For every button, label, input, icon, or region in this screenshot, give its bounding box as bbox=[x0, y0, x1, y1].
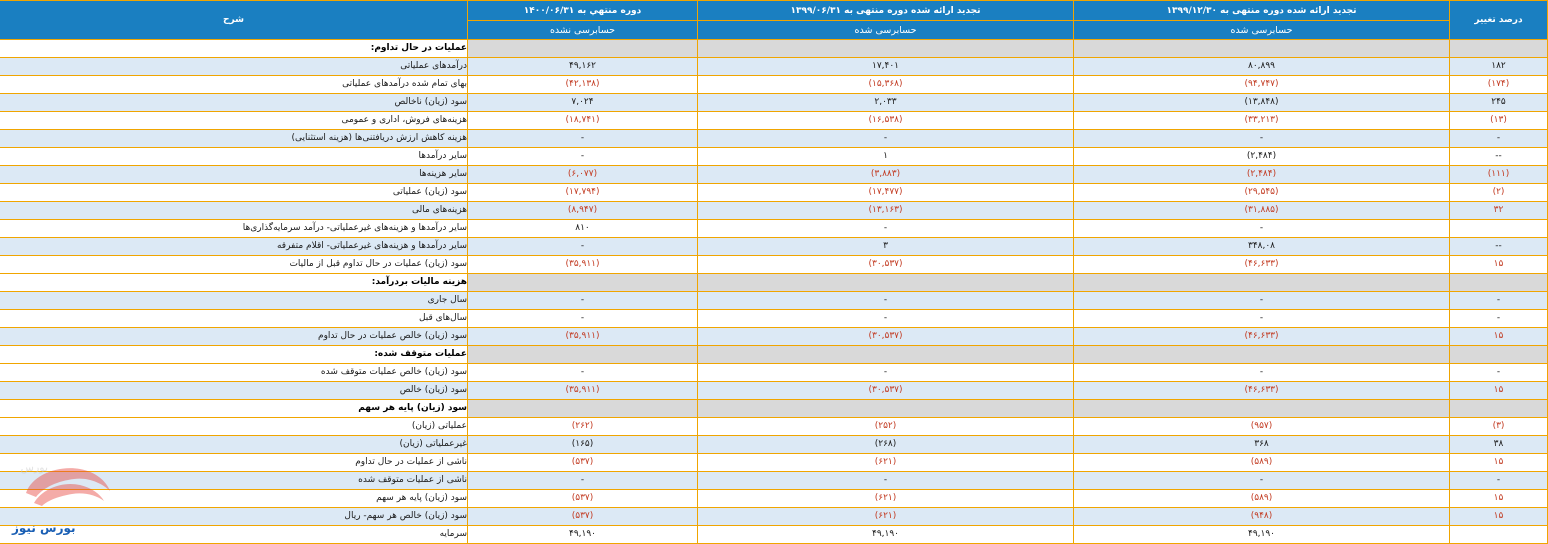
cell-restated-interim bbox=[698, 346, 1074, 364]
cell-restated-annual: ۳۴۸,۰۸ bbox=[1074, 238, 1450, 256]
table-row bbox=[0, 166, 1548, 184]
cell-restated-annual: (۳۱,۸۸۵) bbox=[1074, 202, 1450, 220]
table-row bbox=[0, 364, 1548, 382]
cell-restated-interim: ۴۹,۱۹۰ bbox=[698, 526, 1074, 544]
cell-percent-change bbox=[1450, 40, 1548, 58]
cell-percent-change: (۱۷۴) bbox=[1450, 76, 1548, 94]
cell-current-period: (۴۲,۱۳۸) bbox=[468, 76, 698, 94]
cell-restated-interim: - bbox=[698, 292, 1074, 310]
table-row bbox=[0, 418, 1548, 436]
table-row bbox=[0, 292, 1548, 310]
cell-percent-change bbox=[1450, 220, 1548, 238]
cell-description: عملیاتی (زیان) bbox=[0, 418, 468, 436]
table-row bbox=[0, 112, 1548, 130]
cell-description: بهای تمام شده درآمدهای عملیاتی bbox=[0, 76, 468, 94]
cell-restated-annual bbox=[1074, 274, 1450, 292]
cell-restated-interim: (۲۵۲) bbox=[698, 418, 1074, 436]
cell-current-period: (۶,۰۷۷) bbox=[468, 166, 698, 184]
cell-restated-interim: - bbox=[698, 220, 1074, 238]
cell-current-period: (۳۵,۹۱۱) bbox=[468, 382, 698, 400]
cell-percent-change: - bbox=[1450, 472, 1548, 490]
cell-current-period bbox=[468, 40, 698, 58]
cell-percent-change bbox=[1450, 274, 1548, 292]
cell-restated-annual: - bbox=[1074, 220, 1450, 238]
table-row bbox=[0, 220, 1548, 238]
cell-restated-annual: - bbox=[1074, 364, 1450, 382]
cell-percent-change: (۲) bbox=[1450, 184, 1548, 202]
cell-description: هزینه کاهش ارزش دریافتنی‌ها (هزینه استثنایی) bbox=[0, 130, 468, 148]
header-col2-title: تجدید ارائه شده دوره منتهی به ۱۳۹۹/۰۶/۳۱ bbox=[698, 1, 1074, 21]
cell-description: عملیات متوقف شده: bbox=[0, 346, 468, 364]
cell-restated-interim bbox=[698, 40, 1074, 58]
cell-restated-annual: - bbox=[1074, 292, 1450, 310]
cell-restated-annual: (۲,۴۸۴) bbox=[1074, 148, 1450, 166]
cell-current-period: ۴۹,۱۹۰ bbox=[468, 526, 698, 544]
cell-restated-interim: (۳۰,۵۳۷) bbox=[698, 328, 1074, 346]
cell-restated-interim: - bbox=[698, 472, 1074, 490]
cell-restated-annual: ۴۹,۱۹۰ bbox=[1074, 526, 1450, 544]
cell-restated-interim: (۳۰,۵۳۷) bbox=[698, 382, 1074, 400]
cell-current-period: ۷,۰۲۴ bbox=[468, 94, 698, 112]
cell-restated-annual: (۹۵۷) bbox=[1074, 418, 1450, 436]
cell-description: سود (زیان) خالص bbox=[0, 382, 468, 400]
cell-percent-change: -- bbox=[1450, 148, 1548, 166]
cell-restated-interim: - bbox=[698, 130, 1074, 148]
cell-percent-change: - bbox=[1450, 364, 1548, 382]
cell-restated-interim: (۶۲۱) bbox=[698, 454, 1074, 472]
cell-description: سایر درآمدها bbox=[0, 148, 468, 166]
table-row bbox=[0, 436, 1548, 454]
cell-description: ناشی از عملیات متوقف شده bbox=[0, 472, 468, 490]
cell-percent-change: ۱۵ bbox=[1450, 490, 1548, 508]
cell-description: هزینه مالیات بردرآمد: bbox=[0, 274, 468, 292]
cell-restated-annual: (۴۶,۶۳۳) bbox=[1074, 256, 1450, 274]
cell-percent-change: (۱۱۱) bbox=[1450, 166, 1548, 184]
cell-restated-interim: ۱ bbox=[698, 148, 1074, 166]
cell-percent-change: - bbox=[1450, 310, 1548, 328]
table-row bbox=[0, 58, 1548, 76]
cell-restated-annual: (۹۴۸) bbox=[1074, 508, 1450, 526]
table-row bbox=[0, 130, 1548, 148]
table-header bbox=[0, 1, 1548, 40]
cell-restated-interim: (۱۵,۳۶۸) bbox=[698, 76, 1074, 94]
table-row bbox=[0, 310, 1548, 328]
cell-percent-change bbox=[1450, 400, 1548, 418]
table-section-row bbox=[0, 346, 1548, 364]
table-row bbox=[0, 454, 1548, 472]
cell-restated-annual: - bbox=[1074, 310, 1450, 328]
cell-description: هزینه‌های فروش، اداری و عمومی bbox=[0, 112, 468, 130]
cell-description: سود (زیان) خالص عملیات در حال تداوم bbox=[0, 328, 468, 346]
cell-percent-change: ۱۵ bbox=[1450, 382, 1548, 400]
table-row bbox=[0, 490, 1548, 508]
cell-percent-change: ۳۲ bbox=[1450, 202, 1548, 220]
table-row bbox=[0, 202, 1548, 220]
cell-restated-annual: (۹۴,۷۴۷) bbox=[1074, 76, 1450, 94]
cell-restated-annual: (۲,۴۸۴) bbox=[1074, 166, 1450, 184]
cell-current-period: (۱۸,۷۴۱) bbox=[468, 112, 698, 130]
cell-current-period: (۳۵,۹۱۱) bbox=[468, 256, 698, 274]
cell-percent-change: ۱۵ bbox=[1450, 508, 1548, 526]
cell-description: ناشی از عملیات در حال تداوم bbox=[0, 454, 468, 472]
table-section-row bbox=[0, 274, 1548, 292]
header-col3-title: دوره منتهي به ۱۴۰۰/۰۶/۳۱ bbox=[468, 1, 698, 21]
cell-description: سود (زیان) عملیات در حال تداوم قبل از مالیات bbox=[0, 256, 468, 274]
cell-current-period: - bbox=[468, 364, 698, 382]
cell-restated-annual bbox=[1074, 346, 1450, 364]
table-row bbox=[0, 328, 1548, 346]
table-row bbox=[0, 382, 1548, 400]
table-row bbox=[0, 148, 1548, 166]
cell-restated-annual: (۳۳,۲۱۳) bbox=[1074, 112, 1450, 130]
cell-restated-annual: (۵۸۹) bbox=[1074, 490, 1450, 508]
cell-percent-change: - bbox=[1450, 130, 1548, 148]
cell-restated-interim bbox=[698, 400, 1074, 418]
cell-restated-annual: - bbox=[1074, 130, 1450, 148]
cell-restated-interim: (۱۶,۵۳۸) bbox=[698, 112, 1074, 130]
cell-restated-annual: ۳۶۸ bbox=[1074, 436, 1450, 454]
cell-current-period: - bbox=[468, 292, 698, 310]
cell-restated-interim: (۶۲۱) bbox=[698, 508, 1074, 526]
cell-description: سایر درآمدها و هزینه‌های غیرعملیاتی- درآمد سرمایه‌گذاری‌ها bbox=[0, 220, 468, 238]
table-row bbox=[0, 526, 1548, 544]
cell-restated-interim: ۲,۰۳۳ bbox=[698, 94, 1074, 112]
cell-current-period bbox=[468, 346, 698, 364]
table-row bbox=[0, 508, 1548, 526]
table-row bbox=[0, 238, 1548, 256]
cell-percent-change bbox=[1450, 346, 1548, 364]
cell-description: سال‌های قبل bbox=[0, 310, 468, 328]
cell-percent-change bbox=[1450, 526, 1548, 544]
cell-current-period: (۱۶۵) bbox=[468, 436, 698, 454]
cell-current-period: (۵۳۷) bbox=[468, 454, 698, 472]
cell-current-period: - bbox=[468, 238, 698, 256]
cell-description: عملیات در حال تداوم: bbox=[0, 40, 468, 58]
header-col2-subtitle: حسابرسی شده bbox=[698, 21, 1074, 40]
cell-current-period: (۵۳۷) bbox=[468, 490, 698, 508]
cell-current-period: (۱۷,۷۹۴) bbox=[468, 184, 698, 202]
cell-description: سود (زیان) پایه هر سهم bbox=[0, 490, 468, 508]
cell-description: سرمایه bbox=[0, 526, 468, 544]
cell-description: سود (زیان) خالص عملیات متوقف شده bbox=[0, 364, 468, 382]
cell-restated-interim: (۳۰,۵۳۷) bbox=[698, 256, 1074, 274]
cell-current-period: (۳۵,۹۱۱) bbox=[468, 328, 698, 346]
cell-description: درآمدهای عملیاتی bbox=[0, 58, 468, 76]
table-row bbox=[0, 76, 1548, 94]
cell-current-period bbox=[468, 400, 698, 418]
cell-restated-interim: (۱۷,۴۷۷) bbox=[698, 184, 1074, 202]
table-section-row bbox=[0, 40, 1548, 58]
cell-restated-interim: (۳,۸۸۳) bbox=[698, 166, 1074, 184]
cell-restated-annual: (۲۹,۵۴۵) bbox=[1074, 184, 1450, 202]
cell-percent-change: ۱۸۲ bbox=[1450, 58, 1548, 76]
cell-current-period: - bbox=[468, 130, 698, 148]
cell-restated-annual: (۴۶,۶۳۳) bbox=[1074, 382, 1450, 400]
cell-restated-annual bbox=[1074, 400, 1450, 418]
table-row bbox=[0, 472, 1548, 490]
header-percent-change: درصد تغییر bbox=[1450, 1, 1548, 40]
cell-description: سایر هزینه‌ها bbox=[0, 166, 468, 184]
cell-current-period: (۸,۹۴۷) bbox=[468, 202, 698, 220]
cell-restated-annual: - bbox=[1074, 472, 1450, 490]
cell-percent-change: ۱۵ bbox=[1450, 256, 1548, 274]
table-row bbox=[0, 256, 1548, 274]
svg-text:بورس: بورس bbox=[20, 461, 48, 474]
header-col1-title: تجدید ارائه شده دوره منتهی به ۱۳۹۹/۱۲/۳۰ bbox=[1074, 1, 1450, 21]
table-section-row bbox=[0, 400, 1548, 418]
cell-restated-annual bbox=[1074, 40, 1450, 58]
cell-current-period: ۴۹,۱۶۲ bbox=[468, 58, 698, 76]
cell-percent-change: ۱۵ bbox=[1450, 328, 1548, 346]
table-body bbox=[0, 40, 1548, 544]
cell-description: سود (زیان) خالص هر سهم- ریال bbox=[0, 508, 468, 526]
cell-current-period: ۸۱۰ bbox=[468, 220, 698, 238]
cell-percent-change: -- bbox=[1450, 238, 1548, 256]
cell-restated-annual: (۵۸۹) bbox=[1074, 454, 1450, 472]
cell-description: سود (زیان) پایه هر سهم bbox=[0, 400, 468, 418]
cell-percent-change: (۳) bbox=[1450, 418, 1548, 436]
cell-restated-interim: (۲۶۸) bbox=[698, 436, 1074, 454]
cell-restated-interim: - bbox=[698, 310, 1074, 328]
cell-restated-interim: ۳ bbox=[698, 238, 1074, 256]
cell-current-period: (۵۳۷) bbox=[468, 508, 698, 526]
cell-current-period: - bbox=[468, 472, 698, 490]
table-row bbox=[0, 184, 1548, 202]
header-description: شرح bbox=[0, 1, 468, 40]
cell-description: سود (زیان) ناخالص bbox=[0, 94, 468, 112]
cell-restated-interim: (۱۳,۱۶۳) bbox=[698, 202, 1074, 220]
table-row bbox=[0, 94, 1548, 112]
cell-description: سایر درآمدها و هزینه‌های غیرعملیاتی- اقلام متفرقه bbox=[0, 238, 468, 256]
cell-restated-interim bbox=[698, 274, 1074, 292]
cell-percent-change: - bbox=[1450, 292, 1548, 310]
cell-restated-interim: ۱۷,۴۰۱ bbox=[698, 58, 1074, 76]
cell-description: غیرعملیاتی (زیان) bbox=[0, 436, 468, 454]
cell-restated-annual: ۸۰,۸۹۹ bbox=[1074, 58, 1450, 76]
cell-current-period: (۲۶۲) bbox=[468, 418, 698, 436]
cell-percent-change: ۱۵ bbox=[1450, 454, 1548, 472]
header-col1-subtitle: حسابرسی شده bbox=[1074, 21, 1450, 40]
cell-description: سود (زیان) عملیاتی bbox=[0, 184, 468, 202]
cell-restated-annual: (۱۳,۸۴۸) bbox=[1074, 94, 1450, 112]
brand-label: بورس نیوز bbox=[12, 521, 76, 535]
cell-description: هزینه‌های مالی bbox=[0, 202, 468, 220]
cell-percent-change: ۳۸ bbox=[1450, 436, 1548, 454]
cell-current-period: - bbox=[468, 148, 698, 166]
cell-restated-interim: (۶۲۱) bbox=[698, 490, 1074, 508]
cell-description: سال جاری bbox=[0, 292, 468, 310]
cell-current-period bbox=[468, 274, 698, 292]
header-col3-subtitle: حسابرسی نشده bbox=[468, 21, 698, 40]
cell-current-period: - bbox=[468, 310, 698, 328]
cell-percent-change: ۲۴۵ bbox=[1450, 94, 1548, 112]
cell-restated-interim: - bbox=[698, 364, 1074, 382]
cell-percent-change: (۱۳) bbox=[1450, 112, 1548, 130]
cell-restated-annual: (۴۶,۶۳۳) bbox=[1074, 328, 1450, 346]
